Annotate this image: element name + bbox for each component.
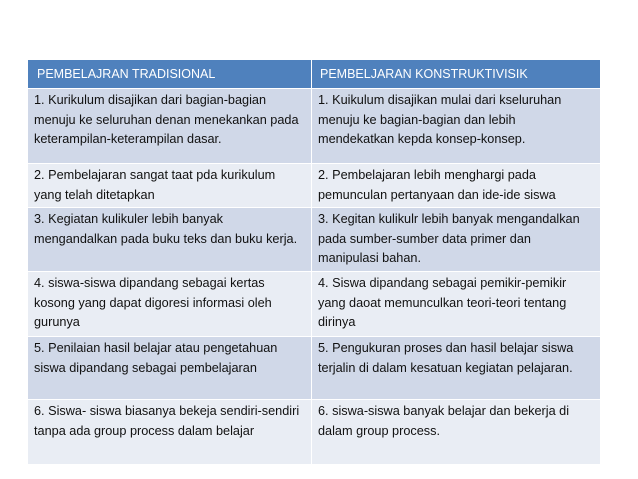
table-row — [28, 399, 601, 464]
cell-traditional: 3. Kegiatan kulikuler lebih banyak mengandalkan pada buku teks dan buku kerja. — [28, 208, 312, 272]
cell-constructivist: 2. Pembelajaran lebih menghargi pada pemunculan pertanyaan dan ide-ide siswa — [312, 164, 601, 208]
header-row — [28, 60, 601, 89]
cell-constructivist: 4. Siswa dipandang sebagai pemikir-pemikir yang daoat memunculkan teori-teori tentang dirinya — [312, 271, 601, 336]
table-row — [28, 89, 601, 164]
table-row — [28, 164, 601, 208]
cell-constructivist: 3. Kegitan kulikulr lebih banyak mengandalkan pada sumber-sumber data primer dan manipulasi bahan. — [312, 208, 601, 272]
table-row — [28, 336, 601, 399]
cell-traditional: 6. Siswa- siswa biasanya bekeja sendiri-sendiri tanpa ada group process dalam belajar — [28, 399, 312, 464]
cell-traditional: 2. Pembelajaran sangat taat pda kurikulum yang telah ditetapkan — [28, 164, 312, 208]
cell-traditional: 4. siswa-siswa dipandang sebagai kertas kosong yang dapat digoresi informasi oleh gurunya — [28, 271, 312, 336]
cell-constructivist: 1. Kuikulum disajikan mulai dari kseluruhan menuju ke bagian-bagian dan lebih mendekatkan kepda konsep-konsep. — [312, 89, 601, 164]
cell-traditional: 1. Kurikulum disajikan dari bagian-bagian menuju ke seluruhan denan menekankan pada keterampilan-keterampilan dasar. — [28, 89, 312, 164]
header-constructivist: PEMBELJARAN KONSTRUKTIVISIK — [312, 60, 601, 89]
cell-constructivist: 6. siswa-siswa banyak belajar dan bekerja di dalam group process. — [312, 399, 601, 464]
cell-traditional: 5. Penilaian hasil belajar atau pengetahuan siswa dipandang sebagai pembelajaran — [28, 336, 312, 399]
table-row — [28, 208, 601, 272]
cell-constructivist: 5. Pengukuran proses dan hasil belajar siswa terjalin di dalam kesatuan kegiatan pelajaran. — [312, 336, 601, 399]
comparison-table — [27, 59, 601, 465]
table-row — [28, 271, 601, 336]
header-traditional: PEMBELAJRAN TRADISIONAL — [28, 60, 312, 89]
